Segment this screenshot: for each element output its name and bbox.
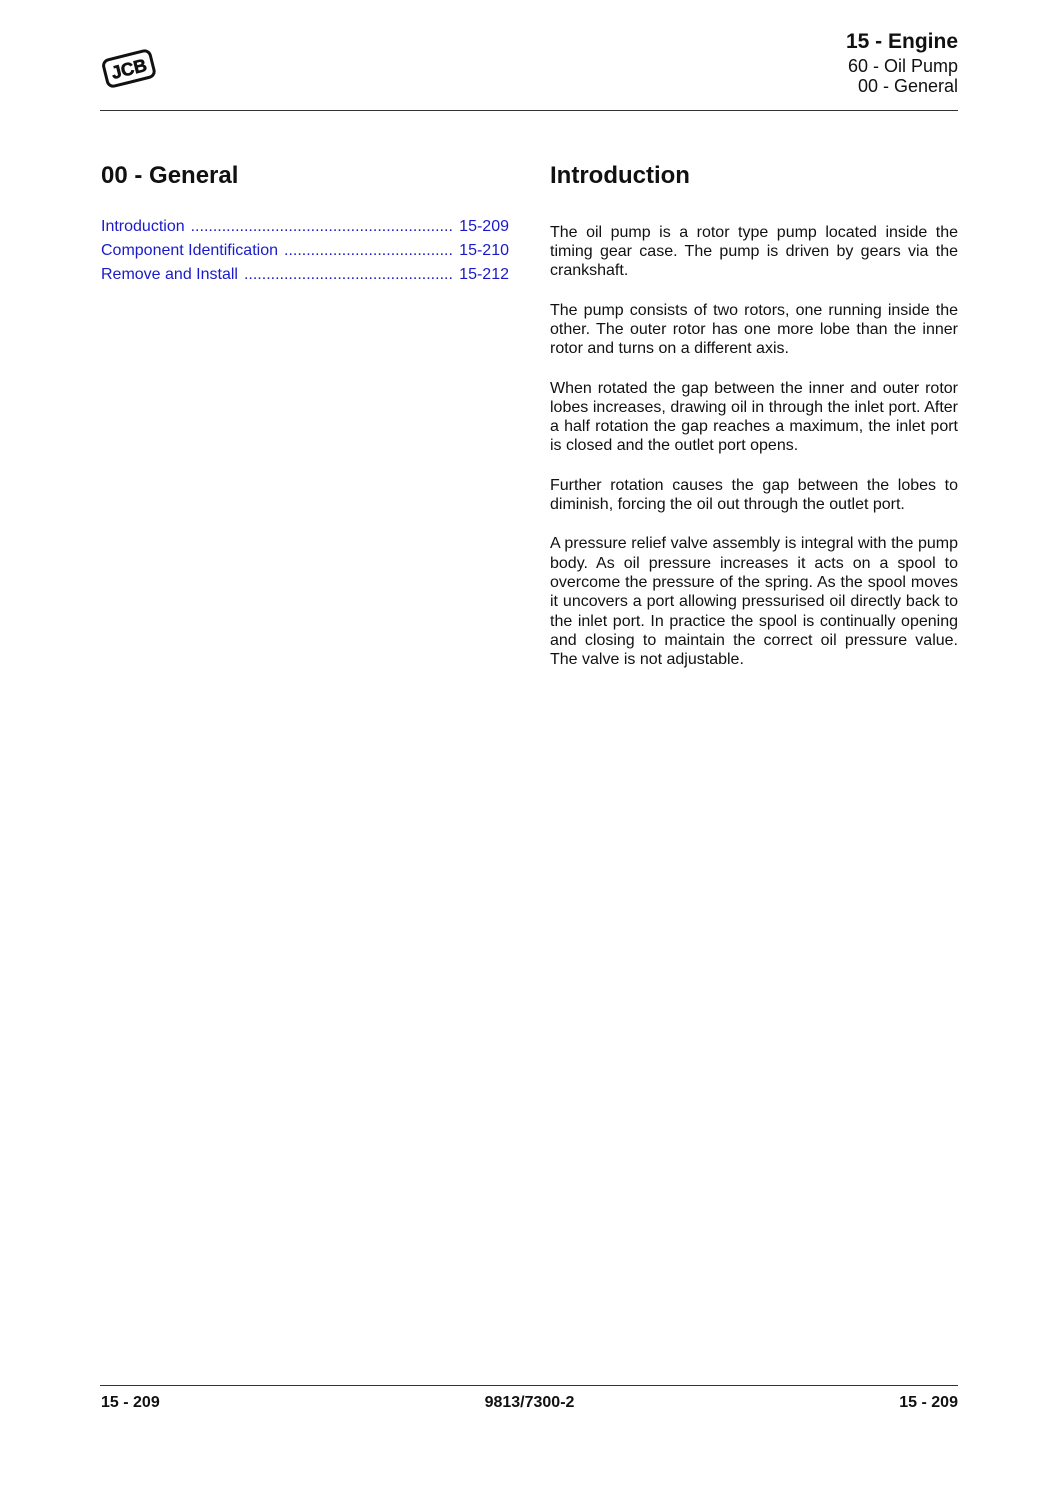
jcb-logo <box>100 44 158 94</box>
footer-document-number: 9813/7300-2 <box>484 1394 575 1411</box>
paragraph: Further rotation causes the gap between the lobes to diminish, forcing the oil out through the outlet port. <box>550 476 958 514</box>
toc-list <box>101 215 509 287</box>
header-divider <box>100 110 958 111</box>
toc-link-component-identification[interactable] <box>101 239 509 263</box>
introduction-section <box>550 162 958 689</box>
header-section-title: 60 - Oil Pump <box>847 56 958 77</box>
toc-leader-dots <box>244 263 453 287</box>
toc-item-label: Remove and Install <box>101 265 238 283</box>
toc-item-page: 15-210 <box>459 241 509 259</box>
page-footer <box>101 1394 958 1412</box>
toc-item-label: Introduction <box>101 217 185 235</box>
jcb-logo-mark <box>100 44 158 94</box>
toc-link-introduction[interactable] <box>101 215 509 239</box>
section-heading: Introduction <box>550 162 690 189</box>
table-of-contents <box>101 162 509 287</box>
toc-leader-dots <box>191 215 454 239</box>
paragraph: When rotated the gap between the inner and outer rotor lobes increases, drawing oil in through the inlet port. After a half rotation the gap reaches a maximum, the inlet port is closed and the outlet port opens. <box>550 379 958 455</box>
toc-item-page: 15-212 <box>459 265 509 283</box>
toc-link-remove-and-install[interactable] <box>101 263 509 287</box>
footer-page-number-right: 15 - 209 <box>899 1394 958 1411</box>
paragraph: The pump consists of two rotors, one running inside the other. The outer rotor has one more lobe than the inner rotor and turns on a different axis. <box>550 301 958 358</box>
header-subsection-title: 00 - General <box>857 75 958 96</box>
header-chapter-title: 15 - Engine <box>845 30 958 53</box>
paragraph: A pressure relief valve assembly is integral with the pump body. As oil pressure increases it acts on a spool to overcome the pressure of the spring. As the spool moves it uncovers a port allowing pressurised oil directly back to the inlet port. In practice the spool is continually opening and closing to maintain the correct oil pressure value. The valve is not adjustable. <box>550 535 958 669</box>
paragraph: The oil pump is a rotor type pump located inside the timing gear case. The pump is driven by gears via the crankshaft. <box>550 223 958 280</box>
toc-item-label: Component Identification <box>101 241 278 259</box>
page-header <box>846 30 958 97</box>
footer-page-number-left: 15 - 209 <box>101 1394 160 1411</box>
svg-text:JCB: JCB <box>109 54 149 84</box>
toc-leader-dots <box>284 239 453 263</box>
footer-divider <box>100 1385 958 1386</box>
toc-item-page: 15-209 <box>459 217 509 235</box>
section-body <box>550 223 958 670</box>
toc-heading: 00 - General <box>101 162 239 189</box>
